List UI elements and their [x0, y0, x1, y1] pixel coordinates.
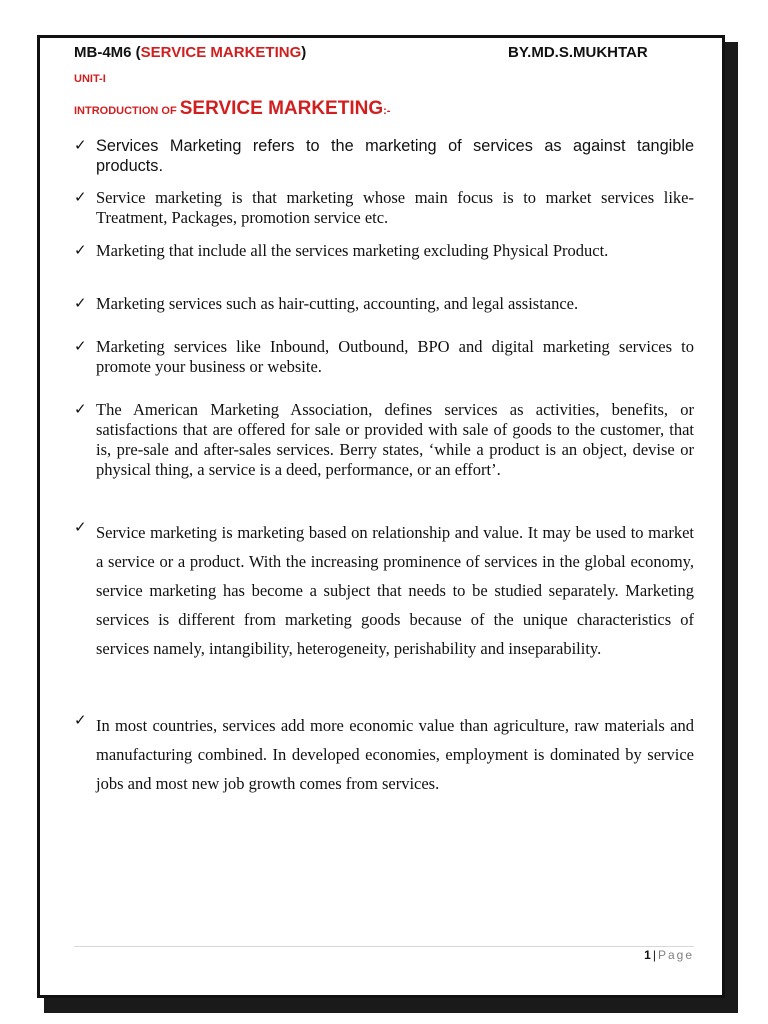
page-footer — [560, 948, 694, 962]
list-item — [74, 241, 694, 261]
list-item-text: Marketing services like Inbound, Outbound, BPO and digital marketing services to promote your business or website. — [96, 337, 694, 376]
checkmark-icon: ✓ — [74, 337, 87, 355]
list-item — [74, 337, 694, 377]
course-code: MB-4M6 (SERVICE MARKETING) — [74, 44, 307, 61]
page-label: Page — [657, 948, 694, 962]
section-heading: INTRODUCTION OF SERVICE MARKETING:- — [74, 98, 391, 119]
list-item-text: Service marketing is that marketing whose main focus is to market services like- Treatment, Packages, promotion service etc. — [96, 188, 694, 227]
checkmark-icon: ✓ — [74, 241, 87, 259]
list-item — [74, 188, 694, 228]
list-item-text: The American Marketing Association, defines services as activities, benefits, or satisfactions that are offered for sale or provided with sale of goods to the customer, that is, pre-sale and after-sales services. Berry states, ‘while a product is an object, devise or physical thing, a service is a deed, performance, or an effort’. — [96, 400, 694, 479]
list-item — [74, 136, 694, 176]
checkmark-icon: ✓ — [74, 294, 87, 312]
page-border — [37, 35, 725, 998]
unit-label: UNIT-I — [74, 73, 106, 85]
list-item-text: Service marketing is marketing based on relationship and value. It may be used to market a service or a product. With the increasing prominence of services in the global economy, service marketing has become a subject that needs to be studied separately. Marketing services is different from marketing goods because of the unique characteristics of services namely, intangibility, heterogeneity, perishability and inseparability. — [96, 523, 694, 658]
list-item — [74, 711, 694, 798]
course-title: SERVICE MARKETING — [140, 44, 302, 61]
footer-divider — [74, 946, 694, 947]
author-name: BY.MD.S.MUKHTAR — [508, 44, 648, 61]
list-item-text: Services Marketing refers to the marketing of services as against tangible products. — [96, 137, 694, 175]
document-header — [74, 44, 694, 61]
page-number: 1 — [644, 948, 651, 962]
list-item — [74, 294, 694, 314]
checkmark-icon: ✓ — [74, 518, 87, 536]
checkmark-icon: ✓ — [74, 188, 87, 206]
checkmark-icon: ✓ — [74, 136, 87, 154]
list-item-text: In most countries, services add more economic value than agriculture, raw materials and manufacturing combined. In developed economies, employment is dominated by service jobs and most new job growth comes from services. — [96, 716, 694, 793]
section-title: SERVICE MARKETING — [179, 98, 384, 119]
checkmark-icon: ✓ — [74, 400, 87, 418]
checkmark-icon: ✓ — [74, 711, 87, 729]
footer-separator: | — [652, 948, 656, 962]
list-item-text: Marketing that include all the services marketing excluding Physical Product. — [96, 241, 609, 260]
list-item — [74, 400, 694, 480]
list-item-text: Marketing services such as hair-cutting, accounting, and legal assistance. — [96, 294, 579, 313]
list-item — [74, 518, 694, 663]
